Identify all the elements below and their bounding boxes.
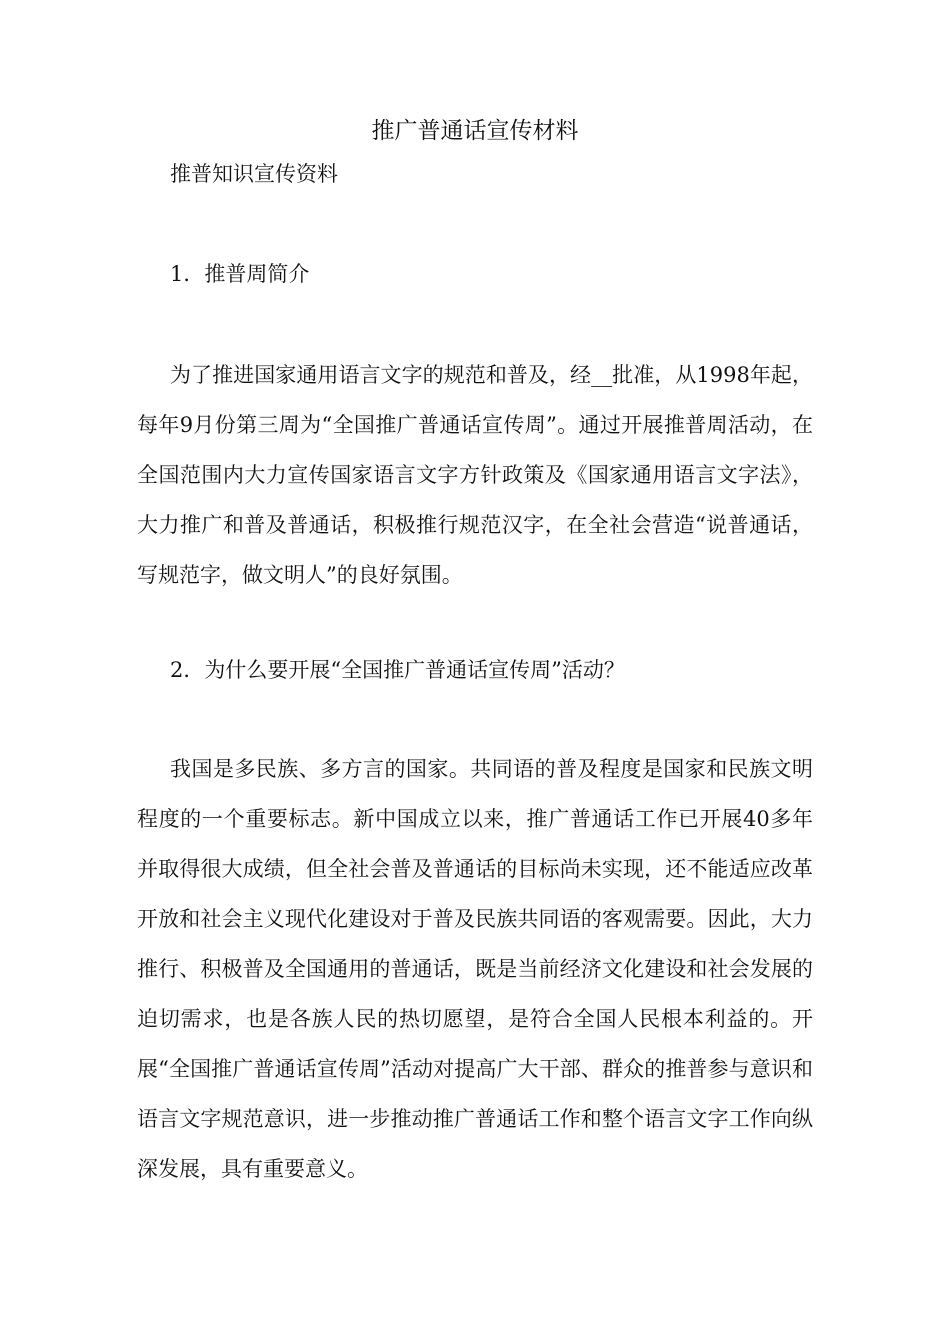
section-paragraph-1: 为了推进国家通用语言文字的规范和普及，经__批准，从1998年起，每年9月份第三周为“全国推广普通话宣传周”。通过开展推普周活动，在全国范围内大力宣传国家语言文字方针政策及《国家通用语言文字法》，大力推广和普及普通话，积极推行规范汉字，在全社会营造“说普通话，写规范字，做文明人”的良好氛围。 <box>137 363 813 587</box>
document-subtitle: 推普知识宣传资料 <box>170 162 338 186</box>
document-title: 推广普通话宣传材料 <box>371 118 579 144</box>
section-heading-1: 1．推普周简介 <box>170 262 310 286</box>
section-heading-2: 2．为什么要开展“全国推广普通话宣传周”活动？ <box>170 658 625 682</box>
section-paragraph-2: 我国是多民族、多方言的国家。共同语的普及程度是国家和民族文明程度的一个重要标志。新中国成立以来，推广普通话工作已开展40多年并取得很大成绩，但全社会普及普通话的目标尚未实现，还不能适应改革开放和社会主义现代化建设对于普及民族共同语的客观需要。因此，大力推行、积极普及全国通用的普通话，既是当前经济文化建设和社会发展的迫切需求，也是各族人民的热切愿望，是符合全国人民根本利益的。开展“全国推广普通话宣传周”活动对提高广大干部、群众的推普参与意识和语言文字规范意识，进一步推动推广普通话工作和整个语言文字工作向纵深发展，具有重要意义。 <box>137 757 813 1181</box>
